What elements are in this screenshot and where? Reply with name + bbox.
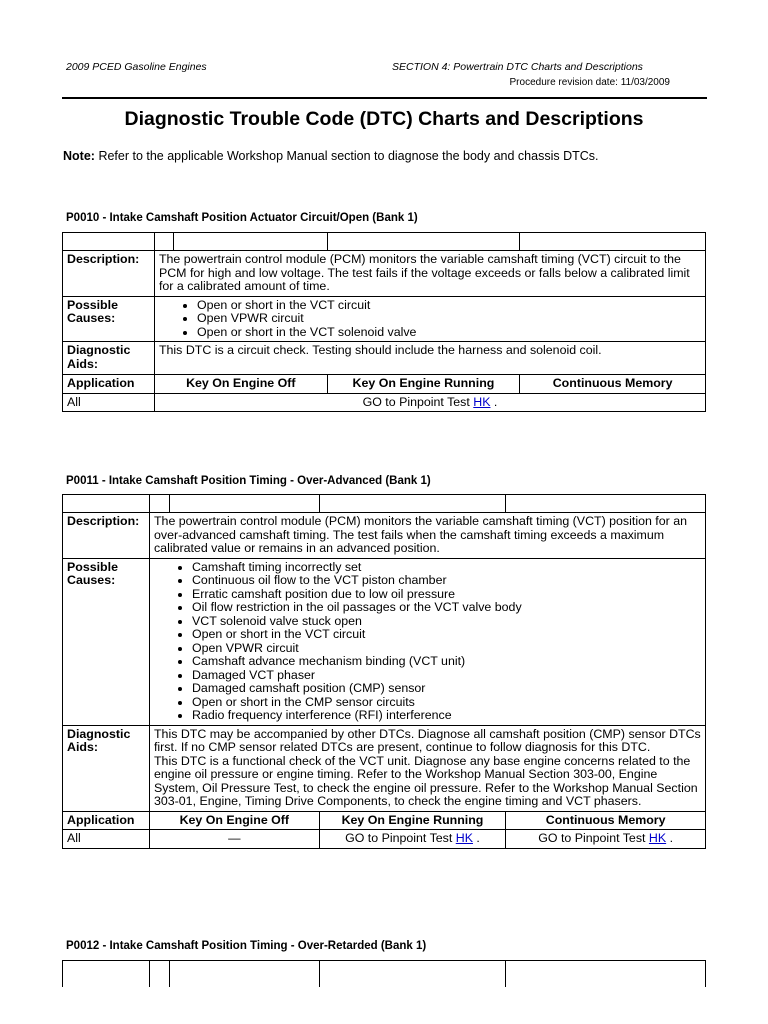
cause-item: • Open VPWR circuit (192, 642, 701, 656)
causes-label: Possible Causes: (63, 296, 155, 342)
header-rule (62, 97, 707, 99)
spacer-row (63, 961, 706, 988)
description-row (63, 513, 706, 559)
aids-row (63, 342, 706, 375)
causes-row (63, 558, 706, 725)
application-row (63, 830, 706, 849)
cause-item: • Camshaft advance mechanism binding (VCT unit) (192, 655, 701, 669)
dtc-title-p0011: P0011 - Intake Camshaft Position Timing - Over-Advanced (Bank 1) (66, 475, 431, 487)
description-text: The powertrain control module (PCM) monitors the variable camshaft timing (VCT) position for an over-advanced camshaft timing. The test fails when the camshaft timing exceeds a maximum calibrated value or remains in an advanced position. (149, 513, 705, 559)
dtc-title-p0012: P0012 - Intake Camshaft Position Timing - Over-Retarded (Bank 1) (66, 940, 427, 952)
cm-header: Continuous Memory (506, 811, 706, 830)
header-left: 2009 PCED Gasoline Engines (66, 61, 207, 73)
aids-label: Diagnostic Aids: (63, 725, 150, 811)
application-value: All (63, 393, 155, 412)
dtc-table-p0011 (62, 494, 706, 849)
cause-item: • Erratic camshaft position due to low oil pressure (192, 588, 701, 602)
cm-header: Continuous Memory (520, 375, 706, 394)
application-value: All (63, 830, 150, 849)
causes-cell (154, 296, 705, 342)
note (63, 149, 599, 163)
header-right: SECTION 4: Powertrain DTC Charts and Descriptions (392, 61, 643, 73)
cause-item: • Radio frequency interference (RFI) interference (192, 709, 701, 723)
cause-item: • Open or short in the VCT solenoid valve (197, 326, 701, 340)
description-label: Description: (63, 513, 150, 559)
pinpoint-text: GO to Pinpoint Test (345, 831, 453, 845)
application-row (63, 393, 706, 412)
aids-row (63, 725, 706, 811)
cm-cell: GO to Pinpoint Test HK . (506, 830, 706, 849)
pinpoint-link-hk[interactable]: HK (648, 831, 667, 845)
aids-text: This DTC is a circuit check. Testing should include the harness and solenoid coil. (154, 342, 705, 375)
note-label: Note: (63, 149, 95, 163)
pinpoint-cell: GO to Pinpoint Test HK . (154, 393, 705, 412)
koeo-header: Key On Engine Off (154, 375, 327, 394)
causes-label: Possible Causes: (63, 558, 150, 725)
causes-cell (149, 558, 705, 725)
dtc-table-p0010 (62, 232, 706, 412)
aids-text-2: This DTC is a functional check of the VCT unit. Diagnose any base engine concerns related to the engine oil pressure or engine timing. Refer to the Workshop Manual Section 303-00, Engine System, Oil Pressure Test, to check the engine oil pressure. Refer to the Workshop Manual Section 303-01, Engine, Timing Drive Components, to check the engine timing and VCT phasers. (153, 753, 698, 808)
dtc-title-p0010: P0010 - Intake Camshaft Position Actuator Circuit/Open (Bank 1) (66, 212, 418, 224)
koeo-header: Key On Engine Off (149, 811, 319, 830)
page-title: Diagnostic Trouble Code (DTC) Charts and Descriptions (124, 108, 644, 130)
causes-list (154, 561, 701, 723)
aids-cell (149, 725, 705, 811)
cause-item: • Open or short in the CMP sensor circuits (192, 696, 701, 710)
note-text: Refer to the applicable Workshop Manual section to diagnose the body and chassis DTCs. (98, 149, 599, 163)
application-header: Application (63, 811, 150, 830)
description-label: Description: (63, 251, 155, 297)
cause-item: • VCT solenoid valve stuck open (192, 615, 701, 629)
pinpoint-link-hk[interactable]: HK (473, 394, 491, 409)
causes-row (63, 296, 706, 342)
cause-item: • Damaged VCT phaser (192, 669, 701, 683)
cause-item: • Camshaft timing incorrectly set (192, 561, 701, 575)
application-header-row (63, 811, 706, 830)
application-header: Application (63, 375, 155, 394)
cause-item: • Open or short in the VCT circuit (192, 628, 701, 642)
spacer-row (63, 495, 706, 513)
cause-item: • Open VPWR circuit (197, 312, 701, 326)
cause-item: • Open or short in the VCT circuit (197, 299, 701, 313)
causes-list (159, 299, 701, 340)
pinpoint-link-hk[interactable]: HK (455, 831, 473, 845)
spacer-row (63, 233, 706, 251)
aids-label: Diagnostic Aids: (63, 342, 155, 375)
revision-date: Procedure revision date: 11/03/2009 (509, 77, 670, 88)
pinpoint-text: GO to Pinpoint Test (538, 831, 646, 845)
cause-item: • Continuous oil flow to the VCT piston chamber (192, 574, 701, 588)
cause-item: • Oil flow restriction in the oil passages or the VCT valve body (192, 601, 701, 615)
cause-item: • Damaged camshaft position (CMP) sensor (192, 682, 701, 696)
dtc-table-p0012 (62, 960, 706, 987)
koer-cell: GO to Pinpoint Test HK . (319, 830, 506, 849)
koeo-value: — (149, 830, 319, 849)
pinpoint-text: GO to Pinpoint Test (362, 394, 470, 409)
application-header-row (63, 375, 706, 394)
description-text: The powertrain control module (PCM) monitors the variable camshaft timing (VCT) circuit to the PCM for high and low voltage. The test fails if the voltage exceeds or falls below a calibrated limit for a calibrated amount of time. (154, 251, 705, 297)
aids-text-1: This DTC may be accompanied by other DTCs. Diagnose all camshaft position (CMP) sensor DTCs first. If no CMP sensor related DTCs are present, continue to follow diagnosis for this DTC. (153, 726, 701, 754)
koer-header: Key On Engine Running (319, 811, 506, 830)
description-row (63, 251, 706, 297)
koer-header: Key On Engine Running (327, 375, 520, 394)
